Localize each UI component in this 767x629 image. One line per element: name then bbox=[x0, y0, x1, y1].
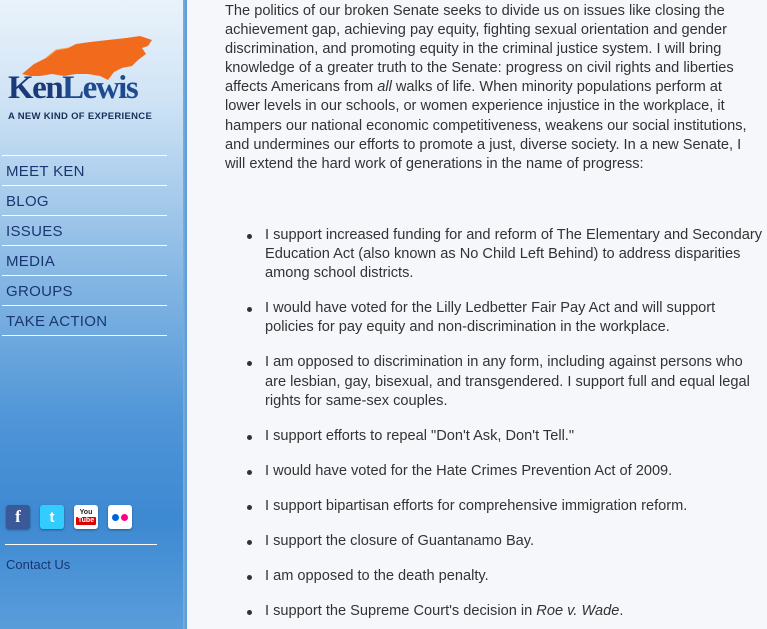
youtube-tube-text: Tube bbox=[77, 517, 95, 524]
issue-item: I support the closure of Guantanamo Bay. bbox=[247, 532, 762, 551]
intro-text-start: The politics of our broken Senate seeks to divide us on issues like closing the achievement gap, achieving pay equity, fighting sexual orientation and gender discrimination, and promoting equity in the criminal justice system. I will bring knowledge of a greater truth to the Senate: progress on civil rights and liberties affects Americans from bbox=[225, 3, 734, 96]
flickr-blue-dot bbox=[112, 514, 119, 521]
issue-item: I would have voted for the Hate Crimes Prevention Act of 2009. bbox=[247, 462, 762, 481]
sidebar bbox=[0, 0, 187, 629]
nav-item-media[interactable]: MEDIA bbox=[2, 246, 167, 276]
issue-item: I support efforts to repeal "Don't Ask, Don't Tell." bbox=[247, 427, 762, 446]
logo-last-name: Lewis bbox=[62, 70, 138, 106]
issue-item-text-start: I support the Supreme Court's decision in bbox=[265, 603, 537, 620]
main-nav bbox=[2, 155, 167, 336]
main-content bbox=[187, 0, 767, 629]
issue-item: I support bipartisan efforts for comprehensive immigration reform. bbox=[247, 497, 762, 516]
logo-wordmark bbox=[8, 70, 137, 107]
issue-item: I am opposed to discrimination in any form, including against persons who are lesbian, gay, bisexual, and transgendered. I support full and equal legal rights for same-sex couples. bbox=[247, 353, 762, 410]
site-logo[interactable] bbox=[6, 34, 166, 124]
nav-item-take-action[interactable]: TAKE ACTION bbox=[2, 306, 167, 336]
issue-list bbox=[247, 226, 762, 629]
youtube-you-text: You bbox=[79, 509, 93, 516]
intro-paragraph bbox=[225, 2, 757, 174]
logo-tagline: A NEW KIND OF EXPERIENCE bbox=[8, 111, 153, 122]
twitter-icon[interactable]: t bbox=[40, 505, 64, 529]
intro-emphasis: all bbox=[377, 79, 392, 96]
contact-divider bbox=[5, 544, 157, 545]
youtube-icon[interactable] bbox=[74, 505, 98, 529]
flickr-pink-dot bbox=[121, 514, 128, 521]
intro-text-end: walks of life. When minority populations perform at lower levels in our schools, or women experience injustice in the workplace, it hampers our national economic competitiveness, weakens our social institutions, and undermines our efforts to promote a just, diverse society. In a new Senate, I will extend the hard work of generations in the name of progress: bbox=[225, 79, 747, 172]
issue-item: I support increased funding for and reform of The Elementary and Secondary Education Act (also known as No Child Left Behind) to address disparities among school districts. bbox=[247, 226, 762, 283]
nav-item-blog[interactable]: BLOG bbox=[2, 186, 167, 216]
issue-item-text-end: . bbox=[619, 603, 624, 620]
nav-item-issues[interactable]: ISSUES bbox=[2, 216, 167, 246]
issue-item bbox=[247, 602, 762, 621]
issue-item: I would have voted for the Lilly Ledbetter Fair Pay Act and will support policies for pay equity and non-discrimination in the workplace. bbox=[247, 299, 762, 337]
social-links bbox=[6, 505, 132, 529]
contact-us-link[interactable]: Contact Us bbox=[6, 557, 71, 572]
issue-item-emphasis: Roe v. Wade bbox=[536, 603, 620, 620]
nav-item-groups[interactable]: GROUPS bbox=[2, 276, 167, 306]
logo-first-name: Ken bbox=[8, 70, 63, 106]
nav-item-meet-ken[interactable]: MEET KEN bbox=[2, 156, 167, 186]
facebook-icon[interactable]: f bbox=[6, 505, 30, 529]
flickr-icon[interactable] bbox=[108, 505, 132, 529]
issue-item: I am opposed to the death penalty. bbox=[247, 567, 762, 586]
